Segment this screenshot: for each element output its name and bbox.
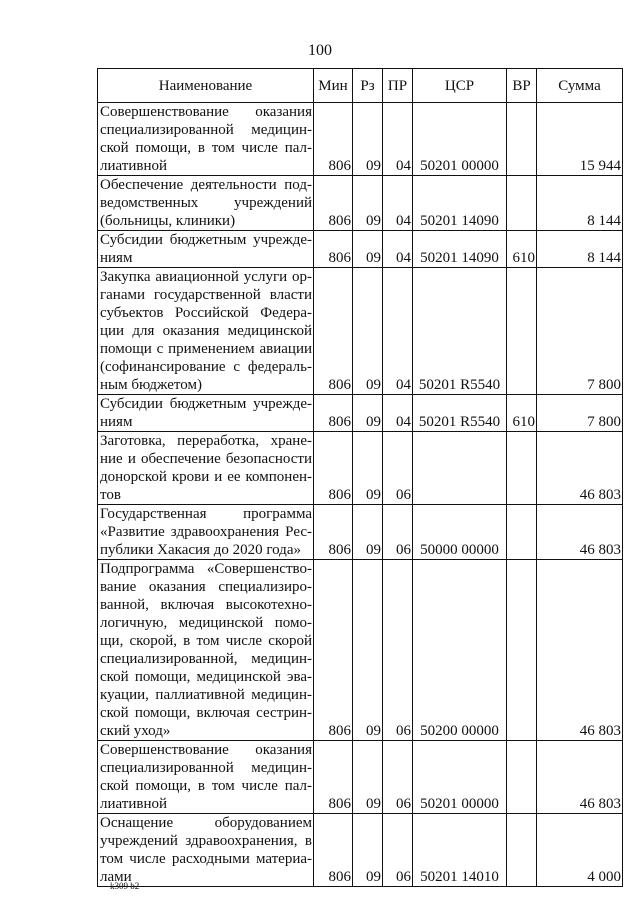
row-min: 806 (314, 560, 353, 741)
row-pr: 06 (383, 814, 413, 887)
row-pr: 06 (383, 560, 413, 741)
row-min: 806 (314, 176, 353, 231)
row-sum: 46 803 (537, 560, 623, 741)
row-name-line: (больницы, клиники) (100, 213, 236, 229)
row-name (98, 505, 314, 560)
table-row (98, 560, 623, 741)
table-row (98, 432, 623, 505)
table-row (98, 505, 623, 560)
row-name (98, 741, 314, 814)
row-vr (507, 560, 537, 741)
row-name (98, 231, 314, 268)
row-pr: 04 (383, 231, 413, 268)
row-sum: 7 800 (537, 395, 623, 432)
row-sum: 8 144 (537, 231, 623, 268)
page-number: 100 (308, 42, 332, 59)
row-pr: 04 (383, 268, 413, 395)
row-name-line: том числе расходными материа- (100, 851, 312, 867)
row-name (98, 395, 314, 432)
row-csr: 50201 R5540 (413, 268, 507, 395)
row-name-line: учреждений здравоохранения, в (100, 833, 312, 849)
row-pr: 04 (383, 103, 413, 176)
row-pr: 04 (383, 395, 413, 432)
header-rz: Рз (353, 69, 383, 103)
header-vr: ВР (507, 69, 537, 103)
row-name-line: логичную, медицинской помо- (100, 615, 312, 631)
table-row (98, 741, 623, 814)
table-header-row (98, 69, 623, 103)
row-csr: 50201 00000 (413, 741, 507, 814)
table-row (98, 231, 623, 268)
row-min: 806 (314, 395, 353, 432)
row-name-line: Подпрограмма «Совершенство- (100, 561, 312, 577)
row-name-line: ской помощи, в том числе пал- (100, 778, 312, 794)
row-vr (507, 176, 537, 231)
row-name-line: ской помощи, в том числе пал- (100, 140, 312, 156)
row-name (98, 103, 314, 176)
row-min: 806 (314, 268, 353, 395)
row-name-line: лиативной (100, 796, 168, 812)
row-sum: 46 803 (537, 432, 623, 505)
header-pr: ПР (383, 69, 413, 103)
row-pr: 06 (383, 505, 413, 560)
row-name-line: ным бюджетом) (100, 377, 202, 393)
row-csr (413, 432, 507, 505)
footer-code: k309 b2 (110, 881, 140, 891)
row-csr: 50201 14090 (413, 176, 507, 231)
row-min: 806 (314, 741, 353, 814)
row-name-line: Совершенствование оказания (100, 104, 312, 120)
row-pr: 06 (383, 432, 413, 505)
row-name-line: ниям (100, 414, 133, 430)
table-row (98, 176, 623, 231)
row-vr: 610 (507, 395, 537, 432)
row-rz: 09 (353, 103, 383, 176)
row-name-line: специализированной, медицин- (100, 651, 312, 667)
row-csr: 50201 00000 (413, 103, 507, 176)
row-rz: 09 (353, 505, 383, 560)
row-min: 806 (314, 103, 353, 176)
row-vr (507, 505, 537, 560)
row-pr: 04 (383, 176, 413, 231)
row-name-line: лами (100, 869, 132, 885)
row-name-line: Заготовка, переработка, хране- (100, 433, 312, 449)
row-vr (507, 432, 537, 505)
row-rz: 09 (353, 176, 383, 231)
table-body (98, 103, 623, 887)
row-name-line: ведомственных учреждений (100, 195, 312, 211)
row-name (98, 432, 314, 505)
table-row (98, 103, 623, 176)
row-pr: 06 (383, 741, 413, 814)
row-rz: 09 (353, 268, 383, 395)
header-name: Наименование (98, 69, 314, 103)
row-sum: 7 800 (537, 268, 623, 395)
row-name-line: куации, паллиативной медицин- (100, 687, 312, 703)
row-name-line: Обеспечение деятельности под- (100, 177, 312, 193)
row-name-line: Субсидии бюджетным учрежде- (100, 232, 312, 248)
row-name (98, 268, 314, 395)
row-sum: 4 000 (537, 814, 623, 887)
row-name (98, 176, 314, 231)
row-csr: 50201 14090 (413, 231, 507, 268)
row-min: 806 (314, 231, 353, 268)
row-name-line: Субсидии бюджетным учрежде- (100, 396, 312, 412)
row-sum: 8 144 (537, 176, 623, 231)
row-rz: 09 (353, 814, 383, 887)
row-name-line: Закупка авиационной услуги ор- (100, 269, 312, 285)
row-name-line: публики Хакасия до 2020 года» (100, 542, 301, 558)
row-vr (507, 741, 537, 814)
header-csr: ЦСР (413, 69, 507, 103)
table-row (98, 395, 623, 432)
row-name-line: специализированной медицин- (100, 122, 312, 138)
row-csr: 50000 00000 (413, 505, 507, 560)
row-min: 806 (314, 814, 353, 887)
header-sum: Сумма (537, 69, 623, 103)
row-name (98, 560, 314, 741)
row-vr (507, 814, 537, 887)
table-row (98, 268, 623, 395)
row-rz: 09 (353, 560, 383, 741)
row-name (98, 814, 314, 887)
row-name-line: ской помощи, включая сестрин- (100, 705, 312, 721)
budget-table (97, 68, 623, 887)
row-vr (507, 268, 537, 395)
row-name-line: ский уход» (100, 723, 171, 739)
row-name-line: тов (100, 487, 121, 503)
row-vr (507, 103, 537, 176)
row-name-line: специализированной медицин- (100, 760, 312, 776)
row-min: 806 (314, 432, 353, 505)
row-name-line: ние и обеспечение безопасности (100, 451, 312, 467)
row-rz: 09 (353, 231, 383, 268)
row-name-line: ганами государственной власти (100, 287, 312, 303)
row-min: 806 (314, 505, 353, 560)
table-row (98, 814, 623, 887)
row-vr: 610 (507, 231, 537, 268)
row-csr: 50200 00000 (413, 560, 507, 741)
row-name-line: щи, скорой, в том числе скорой (100, 633, 312, 649)
row-name-line: ской помощи, медицинской эва- (100, 669, 312, 685)
row-name-line: Государственная программа (100, 506, 312, 522)
row-name-line: донорской крови и ее компонен- (100, 469, 312, 485)
header-min: Мин (314, 69, 353, 103)
row-sum: 46 803 (537, 741, 623, 814)
row-sum: 15 944 (537, 103, 623, 176)
row-csr: 50201 R5540 (413, 395, 507, 432)
row-name-line: (софинансирование с федераль- (100, 359, 312, 375)
row-name-line: ниям (100, 250, 133, 266)
row-name-line: помощи с применением авиации (100, 341, 312, 357)
row-csr: 50201 14010 (413, 814, 507, 887)
row-rz: 09 (353, 741, 383, 814)
row-name-line: ванной, включая высокотехно- (100, 597, 312, 613)
row-name-line: «Развитие здравоохранения Рес- (100, 524, 312, 540)
row-name-line: вание оказания специализиро- (100, 579, 312, 595)
row-sum: 46 803 (537, 505, 623, 560)
row-name-line: субъектов Российской Федера- (100, 305, 312, 321)
row-name-line: Совершенствование оказания (100, 742, 312, 758)
row-rz: 09 (353, 395, 383, 432)
row-name-line: лиативной (100, 158, 168, 174)
row-rz: 09 (353, 432, 383, 505)
row-name-line: Оснащение оборудованием (100, 815, 312, 831)
row-name-line: ции для оказания медицинской (100, 323, 312, 339)
